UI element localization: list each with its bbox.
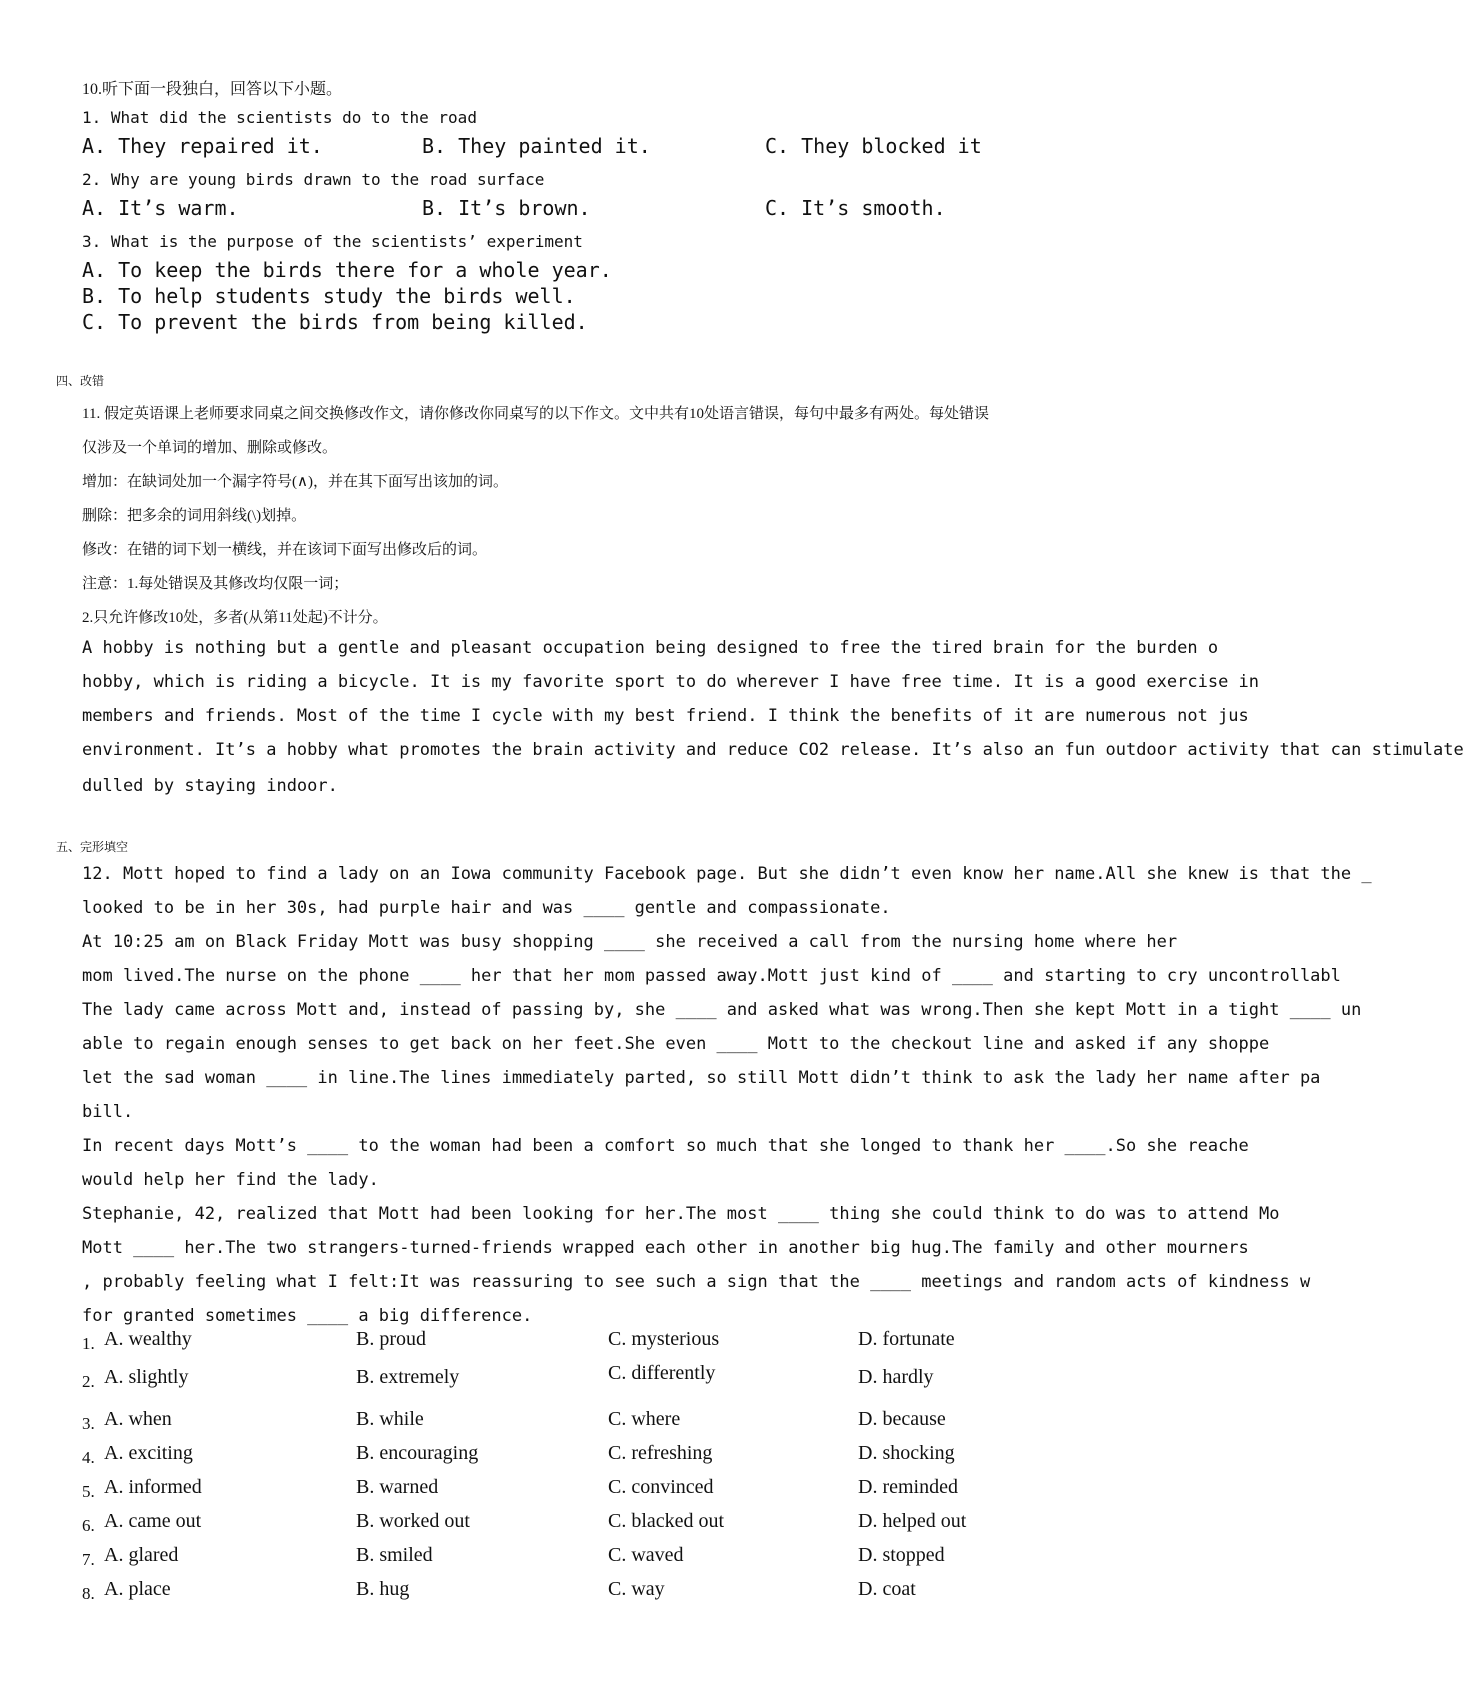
choice-option-a: A. informed	[104, 1476, 202, 1498]
choice-option-b: B. proud	[356, 1328, 426, 1350]
choice-option-c: C. mysterious	[608, 1328, 720, 1350]
choice-option-a: A. exciting	[104, 1442, 193, 1464]
choice-number: 6.	[82, 1516, 95, 1535]
choice-option-b: B. hug	[356, 1578, 410, 1600]
instruction-line: 仅涉及一个单词的增加、删除或修改。	[82, 440, 338, 456]
essay-line: members and friends. Most of the time I cycle with my best friend. I think the benefits of it are numerous not jus	[82, 706, 1249, 726]
choice-option-a: A. wealthy	[104, 1328, 192, 1350]
essay-line: environment. It’s a hobby what promotes the brain activity and reduce CO2 release. It’s also an fun outdoor activity that can stimulate	[82, 740, 1464, 760]
choice-option-a: A. place	[104, 1578, 171, 1600]
option-c: C. They blocked it	[765, 134, 982, 158]
essay-line: A hobby is nothing but a gentle and pleasant occupation being designed to free the tired brain for the burden o	[82, 638, 1219, 658]
passage-line: for granted sometimes ____ a big difference.	[82, 1306, 533, 1326]
choice-option-b: B. extremely	[356, 1366, 460, 1388]
choice-option-c: C. convinced	[608, 1476, 714, 1498]
choice-option-c: C. blacked out	[608, 1510, 725, 1532]
option-c: C. To prevent the birds from being killed.	[82, 310, 588, 334]
choice-option-a: A. when	[104, 1408, 172, 1430]
choice-option-d: D. shocking	[858, 1442, 955, 1464]
instruction-line: 11. 假定英语课上老师要求同桌之间交换修改作文，请你修改你同桌写的以下作文。文中共有10处语言错误，每句中最多有两处。每处错误	[82, 406, 989, 422]
section-title: 五、完形填空	[56, 840, 129, 854]
choice-number: 3.	[82, 1414, 95, 1433]
choice-number: 1.	[82, 1334, 95, 1353]
choice-option-d: D. coat	[858, 1578, 916, 1600]
choice-option-b: B. warned	[356, 1476, 439, 1498]
choice-number: 7.	[82, 1550, 95, 1569]
passage-line: would help her find the lady.	[82, 1170, 379, 1190]
choice-option-d: D. hardly	[858, 1366, 934, 1388]
instruction-line: 2.只允许修改10处，多者(从第11处起)不计分。	[82, 610, 388, 626]
choice-option-d: D. helped out	[858, 1510, 967, 1532]
essay-line: hobby, which is riding a bicycle. It is my favorite sport to do wherever I have free time. It is a good exercise in	[82, 672, 1260, 692]
option-b: B. It’s brown.	[422, 196, 591, 220]
passage-line: let the sad woman ____ in line.The lines immediately parted, so still Mott didn’t think to ask the lady her name after pa	[82, 1068, 1321, 1088]
option-b: B. They painted it.	[422, 134, 651, 158]
option-b: B. To help students study the birds well.	[82, 284, 576, 308]
passage-line: , probably feeling what I felt:It was reassuring to see such a sign that the ____ meetings and random acts of kindness w	[82, 1272, 1311, 1292]
option-a: A. They repaired it.	[82, 134, 323, 158]
choice-option-a: A. glared	[104, 1544, 179, 1566]
choice-option-d: D. fortunate	[858, 1328, 955, 1350]
option-c: C. It’s smooth.	[765, 196, 946, 220]
question-stem: 1. What did the scientists do to the road	[82, 108, 477, 127]
passage-line: In recent days Mott’s ____ to the woman had been a comfort so much that she longed to thank her ____.So she reache	[82, 1136, 1249, 1156]
passage-line: able to regain enough senses to get back on her feet.She even ____ Mott to the checkout line and asked if any shoppe	[82, 1034, 1270, 1054]
option-a: A. It’s warm.	[82, 196, 239, 220]
choice-option-d: D. reminded	[858, 1476, 958, 1498]
question-stem: 2. Why are young birds drawn to the road surface	[82, 170, 545, 189]
choice-option-b: B. smiled	[356, 1544, 433, 1566]
passage-line: At 10:25 am on Black Friday Mott was busy shopping ____ she received a call from the nursing home where her	[82, 932, 1178, 952]
choice-option-a: A. came out	[104, 1510, 202, 1532]
choice-option-a: A. slightly	[104, 1366, 189, 1388]
choice-option-c: C. way	[608, 1578, 665, 1600]
choice-number: 2.	[82, 1372, 95, 1391]
instruction-line: 增加：在缺词处加一个漏字符号(∧)，并在其下面写出该加的词。	[82, 474, 508, 490]
passage-line: Mott ____ her.The two strangers-turned-friends wrapped each other in another big hug.The family and other mourners	[82, 1238, 1249, 1258]
choice-option-b: B. worked out	[356, 1510, 470, 1532]
passage-line: The lady came across Mott and, instead of passing by, she ____ and asked what was wrong.Then she kept Mott in a tight ____ un	[82, 1000, 1362, 1020]
passage-line: bill.	[82, 1102, 134, 1122]
instruction-line: 删除：把多余的词用斜线(\)划掉。	[82, 508, 307, 524]
question-stem: 3. What is the purpose of the scientists’ experiment	[82, 232, 583, 251]
choice-option-c: C. waved	[608, 1544, 684, 1566]
passage-line: 12. Mott hoped to find a lady on an Iowa community Facebook page. But she didn’t even know her name.All she knew is that the _	[82, 864, 1372, 884]
choice-option-d: D. stopped	[858, 1544, 945, 1566]
instruction-line: 修改：在错的词下划一横线，并在该词下面写出修改后的词。	[82, 542, 488, 558]
passage-line: looked to be in her 30s, had purple hair and was ____ gentle and compassionate.	[82, 898, 891, 918]
choice-option-c: C. refreshing	[608, 1442, 713, 1464]
passage-line: Stephanie, 42, realized that Mott had been looking for her.The most ____ thing she could think to do was to attend Mo	[82, 1204, 1280, 1224]
passage-line: mom lived.The nurse on the phone ____ her that her mom passed away.Mott just kind of ____ and starting to cry uncontrollabl	[82, 966, 1341, 986]
choice-option-b: B. encouraging	[356, 1442, 479, 1464]
section-title: 四、改错	[56, 374, 105, 388]
choice-option-c: C. where	[608, 1408, 681, 1430]
instruction-line: 注意：1.每处错误及其修改均仅限一词；	[82, 576, 349, 592]
essay-line: dulled by staying indoor.	[82, 776, 338, 796]
choice-option-d: D. because	[858, 1408, 946, 1430]
choice-option-b: B. while	[356, 1408, 424, 1430]
listening-header: 10.听下面一段独白，回答以下小题。	[82, 81, 343, 98]
option-a: A. To keep the birds there for a whole year.	[82, 258, 612, 282]
choice-number: 8.	[82, 1584, 95, 1603]
choice-option-c: C. differently	[608, 1362, 716, 1384]
choice-number: 5.	[82, 1482, 95, 1501]
choice-number: 4.	[82, 1448, 95, 1467]
